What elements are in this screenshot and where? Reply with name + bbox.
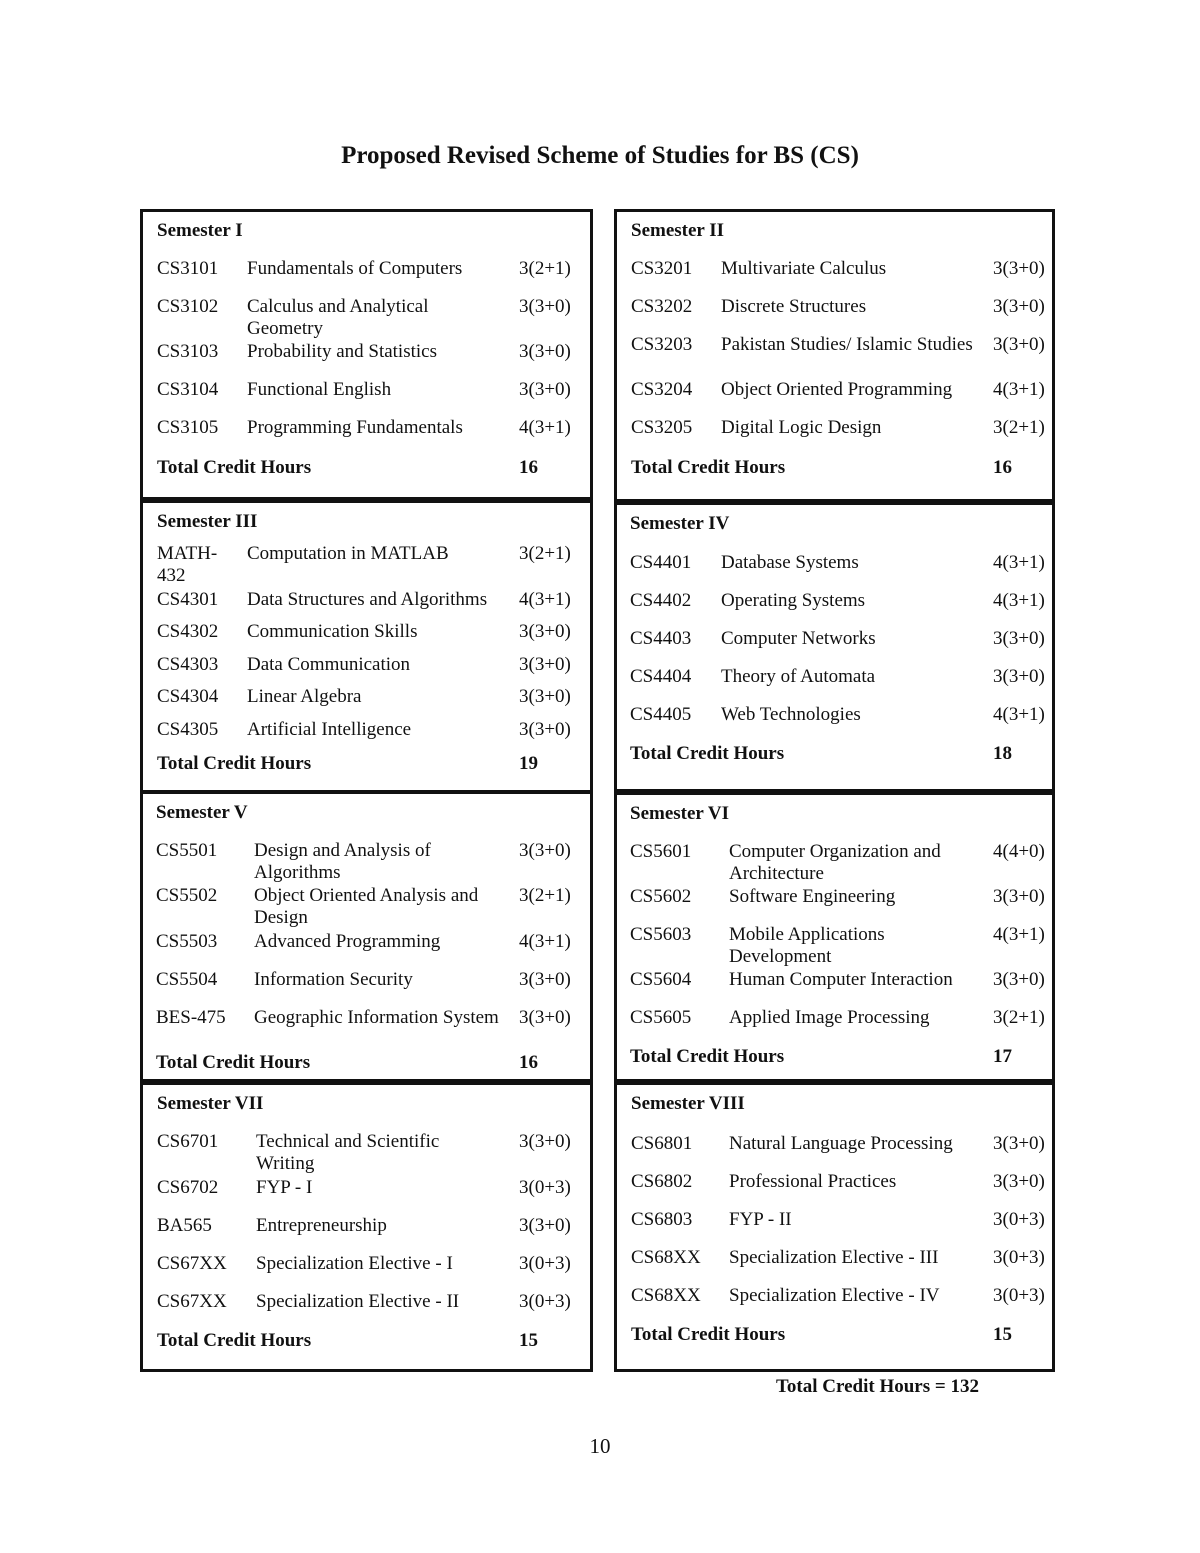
course-code: CS3101 bbox=[157, 258, 219, 279]
semester-title: Semester VII bbox=[157, 1093, 264, 1114]
course-code: CS6701 bbox=[157, 1131, 219, 1152]
course-code: CS4402 bbox=[630, 590, 692, 611]
course-credits: 3(0+3) bbox=[993, 1209, 1045, 1230]
course-credits: 3(0+3) bbox=[519, 1291, 571, 1312]
course-code: CS3204 bbox=[631, 379, 693, 400]
course-name: Multivariate Calculus bbox=[721, 258, 887, 279]
page-number: 10 bbox=[589, 1434, 611, 1458]
course-name: Specialization Elective - III bbox=[729, 1247, 939, 1268]
course-code: CS3201 bbox=[631, 258, 693, 279]
course-code: CS4401 bbox=[630, 552, 692, 573]
course-code: CS5504 bbox=[156, 969, 218, 990]
course-code: CS4404 bbox=[630, 666, 692, 687]
course-name: Specialization Elective - IV bbox=[729, 1285, 940, 1306]
course-name: Software Engineering bbox=[729, 886, 896, 907]
semester-title: Semester II bbox=[631, 220, 725, 241]
course-code: CS3102 bbox=[157, 296, 219, 317]
semester-box bbox=[614, 209, 1055, 502]
course-code: CS68XX bbox=[631, 1247, 701, 1268]
course-credits: 4(4+0) bbox=[993, 841, 1045, 862]
course-code: CS5601 bbox=[630, 841, 692, 862]
course-name: Database Systems bbox=[721, 552, 859, 573]
total-label: Total Credit Hours bbox=[157, 1330, 312, 1351]
course-code: CS3205 bbox=[631, 417, 693, 438]
course-credits: 4(3+1) bbox=[993, 924, 1045, 945]
course-code: CS4301 bbox=[157, 589, 219, 610]
course-name: Digital Logic Design bbox=[721, 417, 882, 438]
course-name: Human Computer Interaction bbox=[729, 969, 953, 990]
grand-total: Total Credit Hours = 132 bbox=[776, 1376, 979, 1397]
course-code: CS4305 bbox=[157, 719, 219, 740]
course-credits: 3(3+0) bbox=[519, 719, 571, 740]
course-credits: 3(0+3) bbox=[519, 1177, 571, 1198]
total-label: Total Credit Hours bbox=[630, 743, 785, 764]
course-name: Entrepreneurship bbox=[256, 1215, 387, 1236]
course-credits: 3(3+0) bbox=[519, 840, 571, 861]
course-credits: 3(3+0) bbox=[519, 1131, 571, 1152]
course-name: Data Communication bbox=[247, 654, 411, 675]
course-name: Operating Systems bbox=[721, 590, 866, 611]
course-credits: 3(3+0) bbox=[993, 334, 1045, 355]
course-code: CS3104 bbox=[157, 379, 219, 400]
course-name: Pakistan Studies/ Islamic Studies bbox=[721, 334, 973, 355]
course-name: Specialization Elective - II bbox=[256, 1291, 460, 1312]
course-credits: 3(3+0) bbox=[519, 969, 571, 990]
course-code: CS5503 bbox=[156, 931, 218, 952]
semester-box bbox=[614, 502, 1055, 792]
course-credits: 3(3+0) bbox=[519, 686, 571, 707]
course-code: CS67XX bbox=[157, 1291, 227, 1312]
course-code: CS6801 bbox=[631, 1133, 693, 1154]
course-name: Programming Fundamentals bbox=[247, 417, 463, 438]
course-code: CS5502 bbox=[156, 885, 218, 906]
course-credits: 4(3+1) bbox=[993, 379, 1045, 400]
semester-title: Semester VIII bbox=[631, 1093, 745, 1114]
total-label: Total Credit Hours bbox=[157, 753, 312, 774]
course-credits: 3(3+0) bbox=[519, 1007, 571, 1028]
course-credits: 3(0+3) bbox=[993, 1285, 1045, 1306]
course-name: Technical and Scientific Writing bbox=[256, 1131, 440, 1174]
course-credits: 4(3+1) bbox=[993, 590, 1045, 611]
course-credits: 3(3+0) bbox=[519, 654, 571, 675]
course-credits: 3(3+0) bbox=[519, 341, 571, 362]
page-title: Proposed Revised Scheme of Studies for BS (CS) bbox=[341, 142, 859, 169]
course-credits: 3(3+0) bbox=[993, 886, 1045, 907]
course-credits: 3(0+3) bbox=[993, 1247, 1045, 1268]
course-code: CS4304 bbox=[157, 686, 219, 707]
course-name: Computer Networks bbox=[721, 628, 876, 649]
course-credits: 3(2+1) bbox=[519, 543, 571, 564]
course-credits: 3(3+0) bbox=[993, 258, 1045, 279]
course-code: CS4403 bbox=[630, 628, 692, 649]
course-code: CS3202 bbox=[631, 296, 693, 317]
course-credits: 3(3+0) bbox=[519, 379, 571, 400]
course-code: CS4405 bbox=[630, 704, 692, 725]
semester-title: Semester VI bbox=[630, 803, 730, 824]
course-code: MATH-432 bbox=[157, 543, 218, 586]
semester-box bbox=[140, 1082, 593, 1372]
course-credits: 3(2+1) bbox=[519, 258, 571, 279]
course-credits: 3(3+0) bbox=[993, 1171, 1045, 1192]
course-name: Specialization Elective - I bbox=[256, 1253, 453, 1274]
course-name: Data Structures and Algorithms bbox=[247, 589, 488, 610]
course-credits: 4(3+1) bbox=[993, 704, 1045, 725]
course-credits: 3(2+1) bbox=[993, 417, 1045, 438]
course-credits: 3(0+3) bbox=[519, 1253, 571, 1274]
course-code: BES-475 bbox=[156, 1007, 226, 1028]
course-code: CS5603 bbox=[630, 924, 692, 945]
course-credits: 3(3+0) bbox=[993, 628, 1045, 649]
course-name: Functional English bbox=[247, 379, 392, 400]
course-name: Theory of Automata bbox=[721, 666, 876, 687]
course-code: CS5501 bbox=[156, 840, 218, 861]
course-credits: 3(3+0) bbox=[993, 1133, 1045, 1154]
total-value: 15 bbox=[519, 1330, 538, 1351]
semester-box bbox=[140, 791, 593, 1082]
course-credits: 3(3+0) bbox=[519, 296, 571, 317]
course-name: Communication Skills bbox=[247, 621, 418, 642]
course-credits: 4(3+1) bbox=[519, 931, 571, 952]
course-name: FYP - II bbox=[729, 1209, 792, 1230]
semester-box bbox=[614, 1082, 1055, 1372]
course-name: Applied Image Processing bbox=[729, 1007, 930, 1028]
course-credits: 3(3+0) bbox=[993, 296, 1045, 317]
course-code: CS6702 bbox=[157, 1177, 219, 1198]
course-name: Natural Language Processing bbox=[729, 1133, 953, 1154]
semester-box bbox=[140, 500, 593, 793]
total-value: 16 bbox=[993, 457, 1012, 478]
course-name: Computation in MATLAB bbox=[247, 543, 449, 564]
course-name: Linear Algebra bbox=[247, 686, 362, 707]
total-value: 18 bbox=[993, 743, 1012, 764]
course-credits: 3(3+0) bbox=[519, 1215, 571, 1236]
course-code: CS6802 bbox=[631, 1171, 693, 1192]
course-name: Object Oriented Analysis and Design bbox=[254, 885, 479, 928]
total-value: 15 bbox=[993, 1324, 1012, 1345]
course-credits: 4(3+1) bbox=[519, 417, 571, 438]
course-name: Fundamentals of Computers bbox=[247, 258, 463, 279]
course-code: CS6803 bbox=[631, 1209, 693, 1230]
course-name: Information Security bbox=[254, 969, 413, 990]
course-name: Web Technologies bbox=[721, 704, 861, 725]
course-code: CS67XX bbox=[157, 1253, 227, 1274]
course-code: CS5602 bbox=[630, 886, 692, 907]
course-code: CS4303 bbox=[157, 654, 219, 675]
course-credits: 4(3+1) bbox=[519, 589, 571, 610]
course-code: CS4302 bbox=[157, 621, 219, 642]
semester-title: Semester III bbox=[157, 511, 258, 532]
course-name: Artificial Intelligence bbox=[247, 719, 412, 740]
course-credits: 3(3+0) bbox=[993, 969, 1045, 990]
course-name: Mobile Applications Development bbox=[729, 924, 885, 967]
course-code: CS5604 bbox=[630, 969, 692, 990]
course-name: Design and Analysis of Algorithms bbox=[254, 840, 431, 883]
course-code: CS3203 bbox=[631, 334, 693, 355]
course-name: FYP - I bbox=[256, 1177, 313, 1198]
course-credits: 3(3+0) bbox=[519, 621, 571, 642]
course-credits: 3(3+0) bbox=[993, 666, 1045, 687]
total-value: 17 bbox=[993, 1046, 1012, 1067]
course-credits: 3(2+1) bbox=[519, 885, 571, 906]
course-name: Geographic Information System bbox=[254, 1007, 499, 1028]
semester-box bbox=[140, 209, 593, 500]
total-label: Total Credit Hours bbox=[630, 1046, 785, 1067]
course-credits: 3(2+1) bbox=[993, 1007, 1045, 1028]
course-name: Advanced Programming bbox=[254, 931, 441, 952]
course-name: Professional Practices bbox=[729, 1171, 897, 1192]
semester-title: Semester I bbox=[157, 220, 243, 241]
course-credits: 4(3+1) bbox=[993, 552, 1045, 573]
total-label: Total Credit Hours bbox=[631, 457, 786, 478]
semester-title: Semester IV bbox=[630, 513, 730, 534]
course-name: Calculus and Analytical Geometry bbox=[247, 296, 429, 339]
course-code: CS3105 bbox=[157, 417, 219, 438]
course-code: BA565 bbox=[157, 1215, 212, 1236]
total-label: Total Credit Hours bbox=[157, 457, 312, 478]
course-code: CS68XX bbox=[631, 1285, 701, 1306]
course-name: Probability and Statistics bbox=[247, 341, 437, 362]
semester-box bbox=[614, 792, 1055, 1082]
course-name: Discrete Structures bbox=[721, 296, 867, 317]
course-code: CS5605 bbox=[630, 1007, 692, 1028]
total-label: Total Credit Hours bbox=[156, 1052, 311, 1073]
course-name: Object Oriented Programming bbox=[721, 379, 953, 400]
total-label: Total Credit Hours bbox=[631, 1324, 786, 1345]
total-value: 19 bbox=[519, 753, 538, 774]
total-value: 16 bbox=[519, 457, 538, 478]
semester-title: Semester V bbox=[156, 802, 248, 823]
total-value: 16 bbox=[519, 1052, 538, 1073]
course-name: Computer Organization and Architecture bbox=[729, 841, 941, 884]
course-code: CS3103 bbox=[157, 341, 219, 362]
